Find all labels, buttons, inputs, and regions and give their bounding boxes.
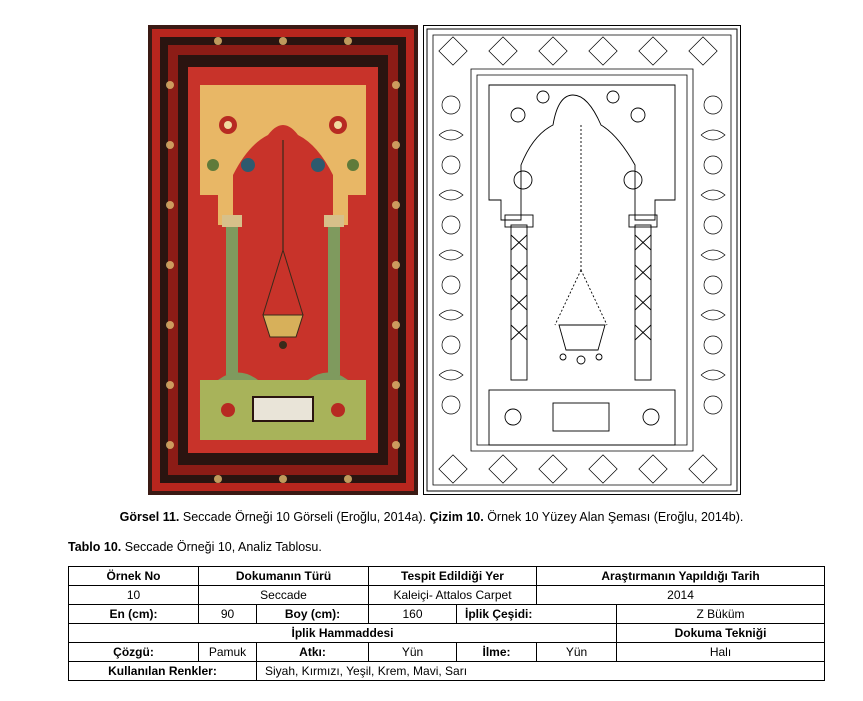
table-title xyxy=(68,540,322,554)
drawing-text: Örnek 10 Yüzey Alan Şeması (Eroğlu, 2014b). xyxy=(483,510,744,524)
teknik-value: Halı xyxy=(617,643,825,662)
atki-value: Yün xyxy=(369,643,457,662)
en-value: 90 xyxy=(199,605,257,624)
renkler-label: Kullanılan Renkler: xyxy=(69,662,257,681)
surface-area-schema-drawing xyxy=(423,25,741,495)
iplik-cesidi-label: İplik Çeşidi: xyxy=(457,605,617,624)
iplik-cesidi-value: Z Büküm xyxy=(617,605,825,624)
ilme-value: Yün xyxy=(537,643,617,662)
table-row xyxy=(69,624,825,643)
figure-text: Seccade Örneği 10 Görseli (Eroğlu, 2014a). xyxy=(179,510,430,524)
cell-ornek-no: 10 xyxy=(69,586,199,605)
header-dokuma-turu: Dokumanın Türü xyxy=(199,567,369,586)
boy-value: 160 xyxy=(369,605,457,624)
cozgu-value: Pamuk xyxy=(199,643,257,662)
table-row xyxy=(69,605,825,624)
header-ornek-no: Örnek No xyxy=(69,567,199,586)
cell-dokuma-turu: Seccade xyxy=(199,586,369,605)
header-tarih: Araştırmanın Yapıldığı Tarih xyxy=(537,567,825,586)
en-label: En (cm): xyxy=(69,605,199,624)
cell-tespit-yeri: Kaleiçi- Attalos Carpet xyxy=(369,586,537,605)
figure-label: Görsel 11. xyxy=(119,510,180,524)
prayer-rug-photo xyxy=(148,25,418,495)
dokuma-teknigi-header: Dokuma Tekniği xyxy=(617,624,825,643)
header-tespit-yeri: Tespit Edildiği Yer xyxy=(369,567,537,586)
analysis-table xyxy=(68,566,825,681)
cell-tarih: 2014 xyxy=(537,586,825,605)
table-row xyxy=(69,662,825,681)
cozgu-label: Çözgü: xyxy=(69,643,199,662)
renkler-value: Siyah, Kırmızı, Yeşil, Krem, Mavi, Sarı xyxy=(257,662,825,681)
ilme-label: İlme: xyxy=(457,643,537,662)
table-row xyxy=(69,567,825,586)
table-label: Tablo 10. xyxy=(68,540,122,554)
figure-caption xyxy=(0,510,863,524)
drawing-label: Çizim 10. xyxy=(429,510,484,524)
boy-label: Boy (cm): xyxy=(257,605,369,624)
atki-label: Atkı: xyxy=(257,643,369,662)
table-row xyxy=(69,586,825,605)
iplik-hammaddesi-header: İplik Hammaddesi xyxy=(69,624,617,643)
table-row xyxy=(69,643,825,662)
table-title-text: Seccade Örneği 10, Analiz Tablosu. xyxy=(121,540,322,554)
